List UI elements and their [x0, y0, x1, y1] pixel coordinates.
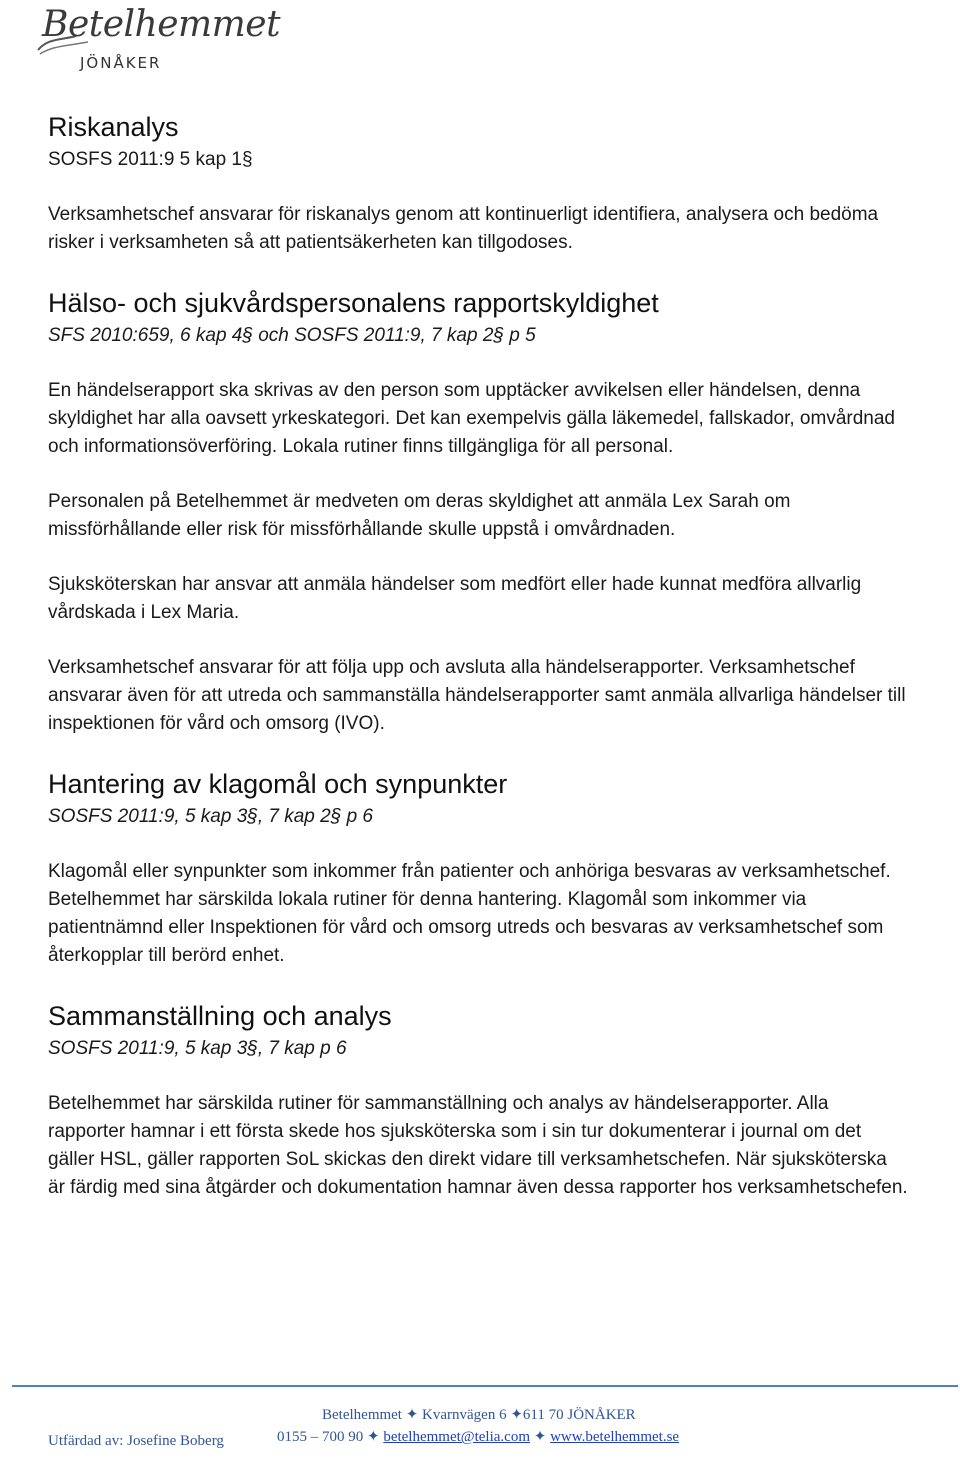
heading-klagomal: Hantering av klagomål och synpunkter [48, 769, 508, 799]
heading-analys: Sammanställning och analys [48, 1001, 392, 1031]
footer-issued-by: Utfärdad av: Josefine Boberg [48, 1433, 224, 1449]
footer-divider [12, 1385, 958, 1387]
footer-website-link[interactable]: www.betelhemmet.se [550, 1429, 680, 1445]
document-body [48, 108, 908, 1202]
footer-separator: ✦ [530, 1429, 551, 1445]
ref-riskanalys: SOSFS 2011:9 5 kap 1§ [48, 149, 253, 170]
footer-phone: 0155 – 700 90 ✦ [277, 1429, 384, 1445]
footer-contact [277, 1427, 679, 1446]
heading-riskanalys: Riskanalys [48, 112, 179, 142]
paragraph-rapport-3: Sjuksköterskan har ansvar att anmäla händelser som medfört eller hade kunnat medföra allvarlig vårdskada i Lex Maria. [48, 574, 862, 623]
paragraph-klagomal: Klagomål eller synpunkter som inkommer från patienter och anhöriga besvaras av verksamhetschef. Betelhemmet har särskilda lokala rutiner för denna hantering. Klagomål som inkommer via patientnämnd eller Inspektionen för vård och omsorg utreds och besvaras av verksamhetschef som återkopplar till berörd enhet. [48, 861, 891, 966]
heading-rapportskyldighet: Hälso- och sjukvårdspersonalens rapportskyldighet [48, 288, 659, 318]
paragraph-rapport-2: Personalen på Betelhemmet är medveten om deras skyldighet att anmäla Lex Sarah om missförhållande eller risk för missförhållande skulle uppstå i omvårdnaden. [48, 491, 791, 540]
footer-email-link[interactable]: betelhemmet@telia.com [383, 1429, 531, 1445]
logo-script-text: Betelhemmet [42, 4, 281, 45]
paragraph-riskanalys: Verksamhetschef ansvarar för riskanalys genom att kontinuerligt identifiera, analysera och bedöma risker i verksamheten så att patientsäkerheten kan tillgodoses. [48, 204, 879, 253]
ref-klagomal: SOSFS 2011:9, 5 kap 3§, 7 kap 2§ p 6 [48, 806, 373, 827]
logo-subtitle: JÖNÅKER [80, 54, 162, 72]
paragraph-rapport-4: Verksamhetschef ansvarar för att följa upp och avsluta alla händelserapporter. Verksamhetschef ansvarar även för att utreda och sammanställa händelserapporter samt anmäla allvarliga händelser till inspektionen för vård och omsorg (IVO). [48, 657, 906, 734]
footer-address: Betelhemmet ✦ Kvarnvägen 6 ✦611 70 JÖNÅKER [322, 1407, 636, 1423]
paragraph-rapport-1: En händelserapport ska skrivas av den person som upptäcker avvikelsen eller händelsen, denna skyldighet har alla oavsett yrkeskategori. Det kan exempelvis gälla läkemedel, fallskador, omvårdnad och informationsöverföring. Lokala rutiner finns tillgängliga för all personal. [48, 380, 895, 457]
company-logo [36, 4, 281, 74]
ref-analys: SOSFS 2011:9, 5 kap 3§, 7 kap p 6 [48, 1038, 347, 1059]
paragraph-analys: Betelhemmet har särskilda rutiner för sammanställning och analys av händelserapporter. Alla rapporter hamnar i ett första skede hos sjuksköterska som i sin tur dokumenterar i journal om det gäller HSL, gäller rapporten SoL skickas den direkt vidare till verksamhetschefen. När sjuksköterska är färdig med sina åtgärder och dokumentation hamnar även dessa rapporter hos verksamhetschefen. [48, 1093, 908, 1198]
ref-rapportskyldighet: SFS 2010:659, 6 kap 4§ och SOSFS 2011:9, 7 kap 2§ p 5 [48, 325, 536, 346]
